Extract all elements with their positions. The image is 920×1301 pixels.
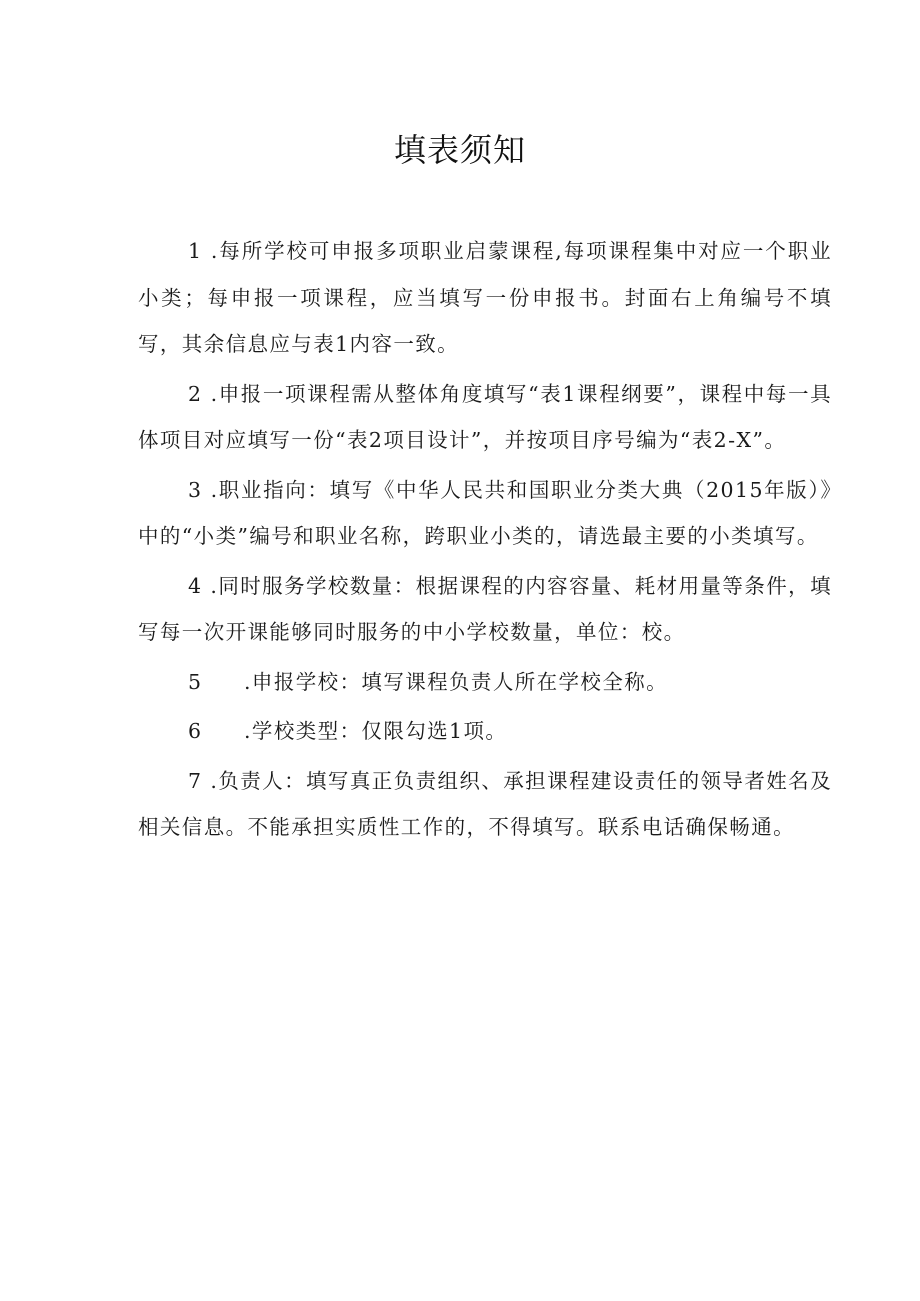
- item-text: .职业指向：填写《中华人民共和国职业分类大典（2015年版）》中的“小类”编号和职业名称，跨职业小类的，请选最主要的小类填写。: [138, 477, 832, 548]
- item-number: 2: [188, 381, 203, 406]
- item-number: 4: [188, 573, 203, 598]
- item-text: .同时服务学校数量：根据课程的内容容量、耗材用量等条件，填写每一次开课能够同时服务的中小学校数量，单位：校。: [138, 573, 832, 644]
- page-title: 填表须知: [393, 131, 526, 169]
- item-number: 7: [188, 768, 203, 793]
- item-number: 3: [188, 477, 203, 502]
- item-number: 6: [188, 719, 203, 743]
- item-text: .学校类型：仅限勾选1项。: [244, 719, 508, 743]
- instruction-item-3: [138, 467, 832, 560]
- item-text: .申报一项课程需从整体角度填写“表1课程纲要”，课程中每一具体项目对应填写一份“表2项目设计”，并按项目序号编为“表2-X”。: [138, 381, 832, 452]
- instructions-list: [138, 228, 832, 854]
- instruction-item-7: [138, 758, 832, 851]
- item-number: 1: [188, 239, 203, 263]
- item-text: .负责人：填写真正负责组织、承担课程建设责任的领导者姓名及相关信息。不能承担实质性工作的，不得填写。联系电话确保畅通。: [138, 768, 832, 839]
- instruction-item-6: [138, 708, 832, 755]
- instruction-item-1: [138, 228, 832, 368]
- instruction-item-5: [138, 659, 832, 706]
- item-text: .每所学校可申报多项职业启蒙课程,每项课程集中对应一个职业小类；每申报一项课程，应当填写一份申报书。封面右上角编号不填写，其余信息应与表1内容一致。: [138, 239, 832, 356]
- item-number: 5: [188, 669, 203, 694]
- item-text: .申报学校：填写课程负责人所在学校全称。: [244, 669, 669, 694]
- instruction-item-2: [138, 371, 832, 464]
- instruction-item-4: [138, 563, 832, 656]
